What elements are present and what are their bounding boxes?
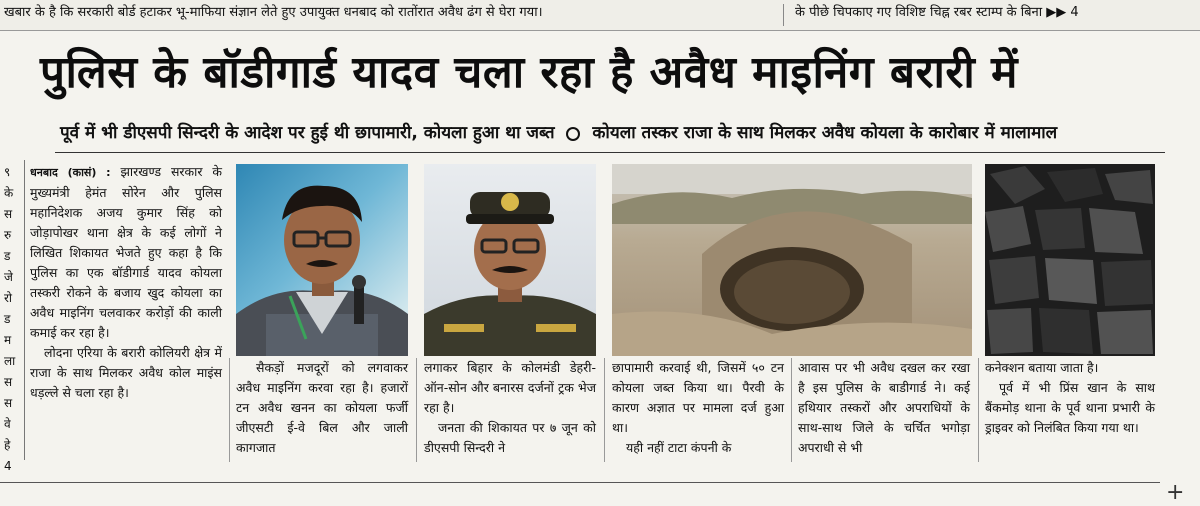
byline: धनबाद (कासं) : [30,166,111,179]
article-column-6 [985,358,1155,438]
coal-illustration [985,164,1155,356]
column-5-para: आवास पर भी अवैध दखल कर रखा है इस पुलिस के बाडीगार्ड ने। कई हथियार तस्करों और अपराधियों के साथ-साथ जिले के चर्चित भगोड़ा अपराधी से भी [798,360,970,455]
cutoff-char: रो [4,291,13,305]
top-strip-left-text: खबार के है कि सरकारी बोर्ड हटाकर भू-माफिया संज्ञान लेते हुए उपायुक्त धनबाद को रातोंरात अवैध ढंग से घेरा गया। [4,5,543,20]
cutoff-char: स [4,207,13,221]
cutoff-char: ला [4,354,16,368]
column-divider [791,358,792,462]
column-divider [229,358,230,462]
officer-illustration [424,164,596,356]
cutoff-char: हे [4,438,11,452]
subhead-right: कोयला तस्कर राजा के साथ मिलकर अवैध कोयला के कारोबार में मालामाल [592,123,1058,143]
top-strip-divider [783,4,784,26]
column-1-para-1-text: झारखण्ड सरकार के मुख्यमंत्री हेमंत सोरेन और पुलिस महानिदेशक अजय कुमार सिंह को जोड़ापोखर थाना क्षेत्र के कई लोगों ने लिखित शिकायत भेजते हुए कहा है कि पुलिस का एक बॉडीगार्ड यादव कोयला तस्करी रोकने के बजाय खुद कोयला का अवैध माइनिंग चलवाकर करोड़ों की काली कमाई कर रहा है। [30,164,222,340]
column-2-para: सैकड़ों मजदूरों को लगवाकर अवैध माइनिंग करवा रहा है। हजारों टन अवैध खनन का कोयला फर्जी जीएसटी ई-वे बिल और जाली कागजात [236,360,408,455]
column-divider [604,358,605,462]
column-6-para-1: कनेक्शन बताया जाता है। [985,360,1099,375]
photo-police-officer [424,164,596,356]
photo-mining-pit [612,164,972,356]
subhead-rule [55,152,1165,153]
column-4-para-1: छापामारी करवाई थी, जिसमें ५० टन कोयला जब्त किया था। पैरवी के कारण अज्ञात पर मामला दर्ज हुआ था। [612,360,784,435]
article-column-4 [612,358,784,458]
column-divider [24,160,25,460]
cutoff-char: ड [4,312,11,326]
photo-coal [985,164,1155,356]
article-column-2 [236,358,408,458]
column-3-para-1: लगाकर बिहार के कोलमंडी डेहरी-ऑन-सोन और बनारस दर्जनों ट्रक भेज रहा है। [424,360,596,415]
cutoff-char: के [4,186,14,200]
cutoff-char: रु [4,228,12,242]
photo-chief-minister [236,164,408,356]
left-cutoff-column [4,162,22,477]
article-column-5 [798,358,970,458]
cutoff-char: ९ [4,165,11,179]
cutoff-char: म [4,333,12,347]
mine-pit-illustration [612,164,972,356]
cutoff-char: जे [4,270,13,284]
column-3-para-2: जनता की शिकायत पर ७ जून को डीएसपी सिन्दरी ने [424,420,596,455]
subhead [60,120,1170,146]
column-divider [978,358,979,462]
column-6-para-2: पूर्व में भी प्रिंस खान के साथ बैंकमोड़ थाना के पूर्व थाना प्रभारी के ड्राइवर को निलंबित किया गया था। [985,380,1155,435]
portrait-illustration [236,164,408,356]
column-4-para-2: यही नहीं टाटा कंपनी के [626,440,732,455]
cutoff-char: 4 [4,459,12,473]
headline: पुलिस के बॉडीगार्ड यादव चला रहा है अवैध माइनिंग बरारी में [40,47,1018,98]
cutoff-char: स [4,375,13,389]
plus-icon: + [1166,480,1185,505]
column-divider [416,358,417,462]
bottom-rule [0,482,1160,483]
top-continuation-strip [0,0,1200,31]
cutoff-char: ड [4,249,11,263]
top-strip-right-text: के पीछे चिपकाए गए विशिष्ट चिह्न रबर स्टाम्प के बिना ▶▶ 4 [795,5,1079,20]
bullet-icon [566,127,580,141]
article-column-1 [30,162,222,403]
column-1-para-1 [30,162,222,343]
cutoff-char: वे [4,417,11,431]
article-column-3 [424,358,596,458]
cutoff-char: स [4,396,13,410]
column-1-para-2: लोदना एरिया के बरारी कोलियरी क्षेत्र में राजा के साथ मिलकर अवैध कोल माइंस धड़ल्ले से चला रहा है। [30,345,222,400]
subhead-left: पूर्व में भी डीएसपी सिन्दरी के आदेश पर हुई थी छापामारी, कोयला हुआ था जब्त [60,123,555,143]
